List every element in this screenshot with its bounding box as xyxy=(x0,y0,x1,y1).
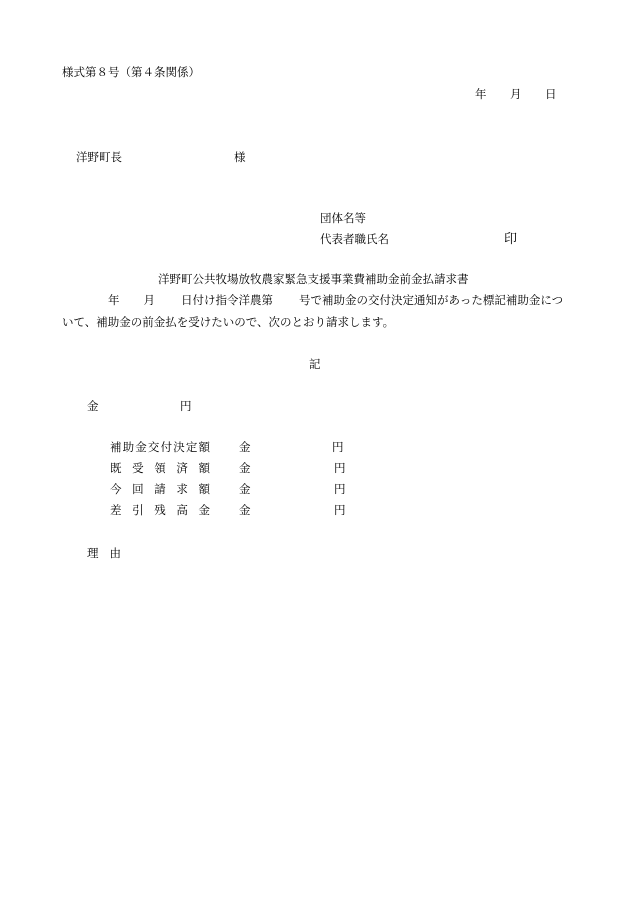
breakdown-kin: 金 xyxy=(239,461,251,475)
seal-mark: 印 xyxy=(504,232,518,247)
reason-label: 理由 xyxy=(87,546,121,560)
breakdown-unit: 円 xyxy=(334,461,346,475)
breakdown-label: 補助金交付決定額 xyxy=(110,440,210,454)
addressee-honorific: 様 xyxy=(234,150,246,164)
breakdown-unit: 円 xyxy=(332,440,344,454)
rep-label: 代表者職氏名 xyxy=(320,232,389,246)
document-title: 洋野町公共牧場放牧農家緊急支援事業費補助金前金払請求書 xyxy=(158,272,469,286)
breakdown-unit: 円 xyxy=(334,503,346,517)
amount-label: 金 xyxy=(87,399,99,413)
body-dated: 日付け指令洋農第 xyxy=(181,293,273,307)
ki-heading: 記 xyxy=(309,357,321,371)
form-number: 様式第８号（第４条関係） xyxy=(62,65,200,79)
body-year: 年 xyxy=(108,293,120,307)
breakdown-unit: 円 xyxy=(334,482,346,496)
body-paragraph xyxy=(62,289,572,333)
body-month: 月 xyxy=(143,293,155,307)
date-month: 月 xyxy=(510,87,522,101)
breakdown-label: 差引残高金 xyxy=(110,503,210,517)
amount-unit: 円 xyxy=(180,399,192,413)
body-rest: 号で補助金の交付決定通知があった標記補助金について、補助金の前金払を受けたいので、次のとおり請求します。 xyxy=(62,293,564,329)
org-label: 団体名等 xyxy=(320,211,366,225)
breakdown-kin: 金 xyxy=(239,440,251,454)
date-day: 日 xyxy=(545,87,557,101)
breakdown-kin: 金 xyxy=(239,503,251,517)
breakdown-kin: 金 xyxy=(239,482,251,496)
date-year: 年 xyxy=(475,87,487,101)
addressee-name: 洋野町長 xyxy=(76,150,122,164)
breakdown-label: 既受領済額 xyxy=(110,461,210,475)
breakdown-label: 今回請求額 xyxy=(110,482,210,496)
